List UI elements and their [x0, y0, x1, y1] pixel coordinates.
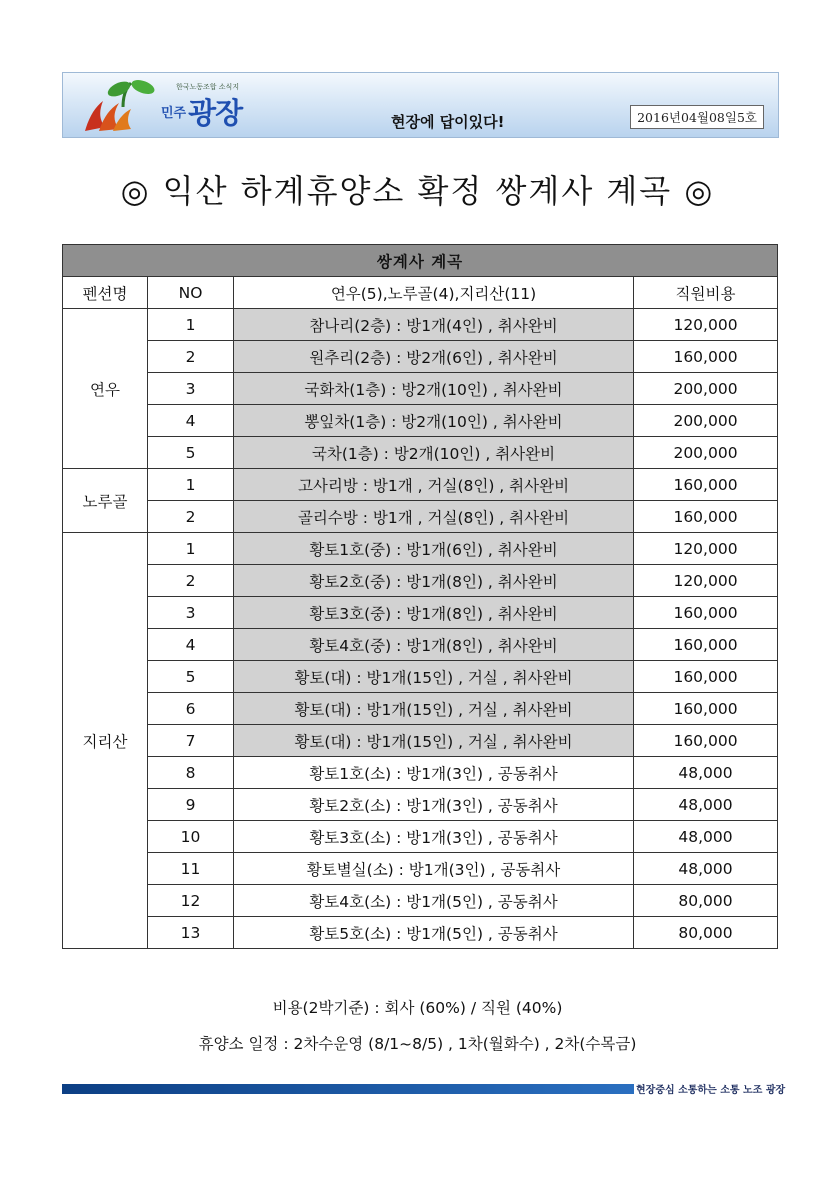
table-row [63, 405, 778, 437]
room-number-cell: 3 [148, 373, 234, 405]
room-description-cell: 황토2호(중) : 방1개(8인) , 취사완비 [234, 565, 634, 597]
room-description-cell: 황토(대) : 방1개(15인) , 거실 , 취사완비 [234, 661, 634, 693]
room-number-cell: 1 [148, 469, 234, 501]
room-description-cell: 황토1호(중) : 방1개(6인) , 취사완비 [234, 533, 634, 565]
staff-cost-cell: 120,000 [634, 309, 778, 341]
room-number-cell: 5 [148, 437, 234, 469]
table-row [63, 885, 778, 917]
staff-cost-cell: 48,000 [634, 789, 778, 821]
table-row [63, 917, 778, 949]
table-row [63, 629, 778, 661]
staff-cost-cell: 160,000 [634, 501, 778, 533]
room-number-cell: 1 [148, 309, 234, 341]
room-description-cell: 국화차(1층) : 방2개(10인) , 취사완비 [234, 373, 634, 405]
staff-cost-cell: 160,000 [634, 725, 778, 757]
room-description-cell: 황토3호(중) : 방1개(8인) , 취사완비 [234, 597, 634, 629]
staff-cost-cell: 200,000 [634, 405, 778, 437]
room-description-cell: 고사리방 : 방1개 , 거실(8인) , 취사완비 [234, 469, 634, 501]
pension-name-cell: 노루골 [63, 469, 148, 533]
staff-cost-cell: 200,000 [634, 437, 778, 469]
staff-cost-cell: 80,000 [634, 885, 778, 917]
table-row [63, 661, 778, 693]
slogan: 현장에 답이있다! [391, 113, 505, 131]
room-description-cell: 황토2호(소) : 방1개(3인) , 공동취사 [234, 789, 634, 821]
column-header-row [63, 277, 778, 309]
footer-bar [62, 1084, 634, 1094]
room-description-cell: 황토별실(소) : 방1개(3인) , 공동취사 [234, 853, 634, 885]
staff-cost-cell: 48,000 [634, 853, 778, 885]
room-description-cell: 황토4호(중) : 방1개(8인) , 취사완비 [234, 629, 634, 661]
table-row [63, 309, 778, 341]
table-heading-row [63, 245, 778, 277]
room-description-cell: 골리수방 : 방1개 , 거실(8인) , 취사완비 [234, 501, 634, 533]
logo-prefix: 민주 [161, 106, 187, 121]
table-row [63, 853, 778, 885]
room-number-cell: 2 [148, 341, 234, 373]
room-number-cell: 7 [148, 725, 234, 757]
table-row [63, 597, 778, 629]
staff-cost-cell: 160,000 [634, 469, 778, 501]
room-number-cell: 1 [148, 533, 234, 565]
room-description-cell: 황토4호(소) : 방1개(5인) , 공동취사 [234, 885, 634, 917]
room-description-cell: 황토(대) : 방1개(15인) , 거실 , 취사완비 [234, 693, 634, 725]
room-number-cell: 5 [148, 661, 234, 693]
resort-table [62, 244, 778, 949]
col-header-room: 연우(5),노루골(4),지리산(11) [234, 277, 634, 309]
room-number-cell: 6 [148, 693, 234, 725]
flame-sprout-icon [79, 77, 169, 133]
staff-cost-cell: 48,000 [634, 821, 778, 853]
table-row [63, 469, 778, 501]
resort-table-body [63, 245, 778, 949]
staff-cost-cell: 80,000 [634, 917, 778, 949]
table-row [63, 341, 778, 373]
staff-cost-cell: 200,000 [634, 373, 778, 405]
col-header-no: NO [148, 277, 234, 309]
staff-cost-cell: 160,000 [634, 661, 778, 693]
pension-name-cell: 연우 [63, 309, 148, 469]
pension-name-cell: 지리산 [63, 533, 148, 949]
room-number-cell: 2 [148, 501, 234, 533]
cost-basis-note: 비용(2박기준) : 회사 (60%) / 직원 (40%) [272, 999, 563, 1017]
room-number-cell: 11 [148, 853, 234, 885]
table-heading: 쌍계사 계곡 [63, 245, 778, 277]
footer-slogan: 현장중심 소통하는 소통 노조 광장 [636, 1085, 786, 1096]
room-number-cell: 2 [148, 565, 234, 597]
room-description-cell: 황토1호(소) : 방1개(3인) , 공동취사 [234, 757, 634, 789]
table-row [63, 693, 778, 725]
page-title: ◎ 익산 하계휴양소 확정 쌍계사 계곡 ◎ [120, 172, 715, 210]
room-description-cell: 국차(1층) : 방2개(10인) , 취사완비 [234, 437, 634, 469]
schedule-note: 휴양소 일정 : 2차수운영 (8/1~8/5) , 1차(월화수) , 2차(수목금) [198, 1035, 637, 1053]
table-row [63, 373, 778, 405]
table-row [63, 533, 778, 565]
table-row [63, 501, 778, 533]
newsletter-banner [62, 72, 779, 138]
logo-wordmark [161, 91, 242, 132]
table-row [63, 437, 778, 469]
room-number-cell: 4 [148, 629, 234, 661]
col-header-cost: 직원비용 [634, 277, 778, 309]
room-number-cell: 4 [148, 405, 234, 437]
staff-cost-cell: 160,000 [634, 693, 778, 725]
room-number-cell: 3 [148, 597, 234, 629]
newsletter-logo [79, 77, 259, 133]
col-header-pension: 펜션명 [63, 277, 148, 309]
logo-main-text: 광장 [188, 96, 243, 130]
room-description-cell: 황토(대) : 방1개(15인) , 거실 , 취사완비 [234, 725, 634, 757]
table-row [63, 789, 778, 821]
table-row [63, 565, 778, 597]
room-number-cell: 12 [148, 885, 234, 917]
issue-date-box: 2016년04월08일5호 [630, 105, 764, 129]
room-description-cell: 뽕잎차(1층) : 방2개(10인) , 취사완비 [234, 405, 634, 437]
table-row [63, 725, 778, 757]
room-description-cell: 참나리(2층) : 방1개(4인) , 취사완비 [234, 309, 634, 341]
room-number-cell: 10 [148, 821, 234, 853]
room-description-cell: 황토5호(소) : 방1개(5인) , 공동취사 [234, 917, 634, 949]
staff-cost-cell: 160,000 [634, 341, 778, 373]
room-description-cell: 원추리(2층) : 방2개(6인) , 취사완비 [234, 341, 634, 373]
staff-cost-cell: 160,000 [634, 597, 778, 629]
room-number-cell: 13 [148, 917, 234, 949]
staff-cost-cell: 160,000 [634, 629, 778, 661]
table-row [63, 757, 778, 789]
table-row [63, 821, 778, 853]
room-number-cell: 8 [148, 757, 234, 789]
room-description-cell: 황토3호(소) : 방1개(3인) , 공동취사 [234, 821, 634, 853]
room-number-cell: 9 [148, 789, 234, 821]
staff-cost-cell: 120,000 [634, 565, 778, 597]
logo-caption: 한국노동조합 소식지 [176, 83, 240, 91]
staff-cost-cell: 120,000 [634, 533, 778, 565]
staff-cost-cell: 48,000 [634, 757, 778, 789]
